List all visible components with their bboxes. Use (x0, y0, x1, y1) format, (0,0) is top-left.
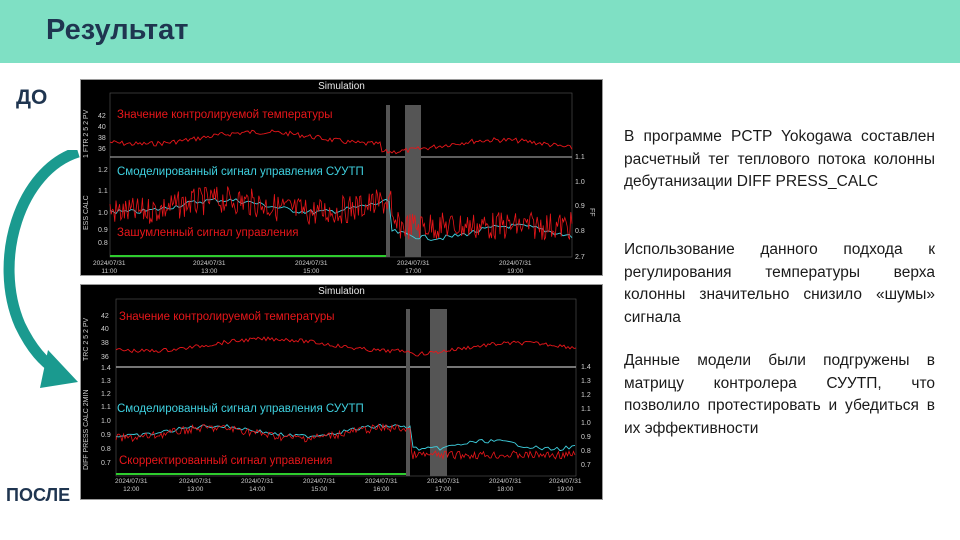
time-label: 2024/07/31 15:00 (295, 260, 328, 275)
tick-label: 42 (101, 313, 109, 320)
chart-after (80, 284, 603, 500)
tick-label: 0.8 (581, 448, 591, 455)
header-bar (0, 0, 960, 63)
tick-label: 1.0 (581, 420, 591, 427)
chart-after-title: Simulation (318, 286, 365, 297)
tick-label: 40 (101, 326, 109, 333)
highlight-band (386, 105, 390, 257)
tick-label: 42 (98, 113, 106, 120)
time-label: 2024/07/31 11:00 (93, 260, 126, 275)
tick-label: 0.8 (98, 240, 108, 247)
chart-after-left-axis-label: TRC 2 5 2 PV (83, 317, 90, 361)
tick-label: 0.8 (575, 228, 585, 235)
time-label: 2024/07/31 14:00 (241, 478, 274, 493)
tick-label: 1.2 (581, 392, 591, 399)
chart-before-overlay-top: Значение контролируемой температуры (117, 109, 333, 121)
temperature-trace (116, 337, 576, 356)
tick-label: 1.1 (98, 188, 108, 195)
tick-label: 1.0 (101, 418, 111, 425)
tick-label: 2.7 (575, 254, 585, 261)
description-paragraph-1: В программе PCTP Yokogawa составлен расчетный тег теплового потока колонны дебутанизации DIFF PRESS_CALC (624, 128, 935, 190)
tick-label: 38 (98, 135, 106, 142)
chart-after-overlay-mid: Смоделированный сигнал управления СУУТП (117, 403, 364, 415)
tick-label: 36 (101, 354, 109, 361)
tick-label: 0.9 (575, 203, 585, 210)
time-label: 2024/07/31 12:00 (115, 478, 148, 493)
tick-label: 1.4 (101, 365, 111, 372)
page-title: Результат (46, 14, 189, 46)
tick-label: 1.3 (581, 378, 591, 385)
time-label: 2024/07/31 13:00 (179, 478, 212, 493)
chart-before-right-axis-label: FF (588, 208, 595, 217)
before-label: ДО (16, 86, 48, 109)
time-label: 2024/07/31 19:00 (499, 260, 532, 275)
after-label: ПОСЛЕ (6, 485, 71, 505)
time-label: 2024/07/31 13:00 (193, 260, 226, 275)
highlight-band (406, 309, 410, 476)
tick-label: 0.7 (581, 462, 591, 469)
tick-label: 40 (98, 124, 106, 131)
tick-label: 1.1 (581, 406, 591, 413)
description-paragraph-2: Использование данного подхода к регулирования температуры верха колонны значительно снизило «шумы» сигнала (624, 241, 935, 326)
tick-label: 0.9 (101, 432, 111, 439)
chart-before-title: Simulation (318, 81, 365, 92)
tick-label: 38 (101, 340, 109, 347)
chart-before-left-axis-label: 1 FTR 2 5 2 PV (83, 109, 90, 158)
curved-arrow-icon (0, 150, 90, 400)
chart-before-overlay-bottom: Зашумленный сигнал управления (117, 227, 299, 239)
time-label: 2024/07/31 17:00 (427, 478, 460, 493)
tick-label: 1.2 (101, 391, 111, 398)
temperature-trace (110, 130, 572, 154)
chart-after-overlay-bottom: Скорректированный сигнал управления (119, 455, 333, 467)
tick-label: 0.7 (101, 460, 111, 467)
chart-before-left-axis-lower: ESS CALC (83, 195, 90, 230)
tick-label: 1.3 (101, 378, 111, 385)
description-paragraph-3: Данные модели были подгружены в матрицу контролера СУУТП, что позволило протестировать и убедиться в их эффективности (624, 352, 935, 437)
corrected-signal-trace (116, 425, 575, 459)
plot-area-border (116, 299, 576, 476)
tick-label: 1.2 (98, 167, 108, 174)
tick-label: 36 (98, 146, 106, 153)
tick-label: 0.9 (98, 227, 108, 234)
tick-label: 1.1 (101, 404, 111, 411)
time-label: 2024/07/31 16:00 (365, 478, 398, 493)
chart-after-overlay-top: Значение контролируемой температуры (119, 311, 335, 323)
chart-before (80, 79, 603, 276)
chart-after-left-axis-lower: DIFF PRESS CALC 2MIN (83, 389, 90, 470)
tick-label: 0.8 (101, 446, 111, 453)
tick-label: 1.0 (575, 179, 585, 186)
tick-label: 1.0 (98, 210, 108, 217)
time-label: 2024/07/31 19:00 (549, 478, 582, 493)
tick-label: 1.1 (575, 154, 585, 161)
chart-before-overlay-mid: Смоделированный сигнал управления СУУТП (117, 166, 364, 178)
highlight-band (430, 309, 447, 476)
model-signal-trace (116, 424, 575, 450)
tick-label: 1.4 (581, 364, 591, 371)
time-label: 2024/07/31 15:00 (303, 478, 336, 493)
time-label: 2024/07/31 18:00 (489, 478, 522, 493)
tick-label: 0.9 (581, 434, 591, 441)
time-label: 2024/07/31 17:00 (397, 260, 430, 275)
